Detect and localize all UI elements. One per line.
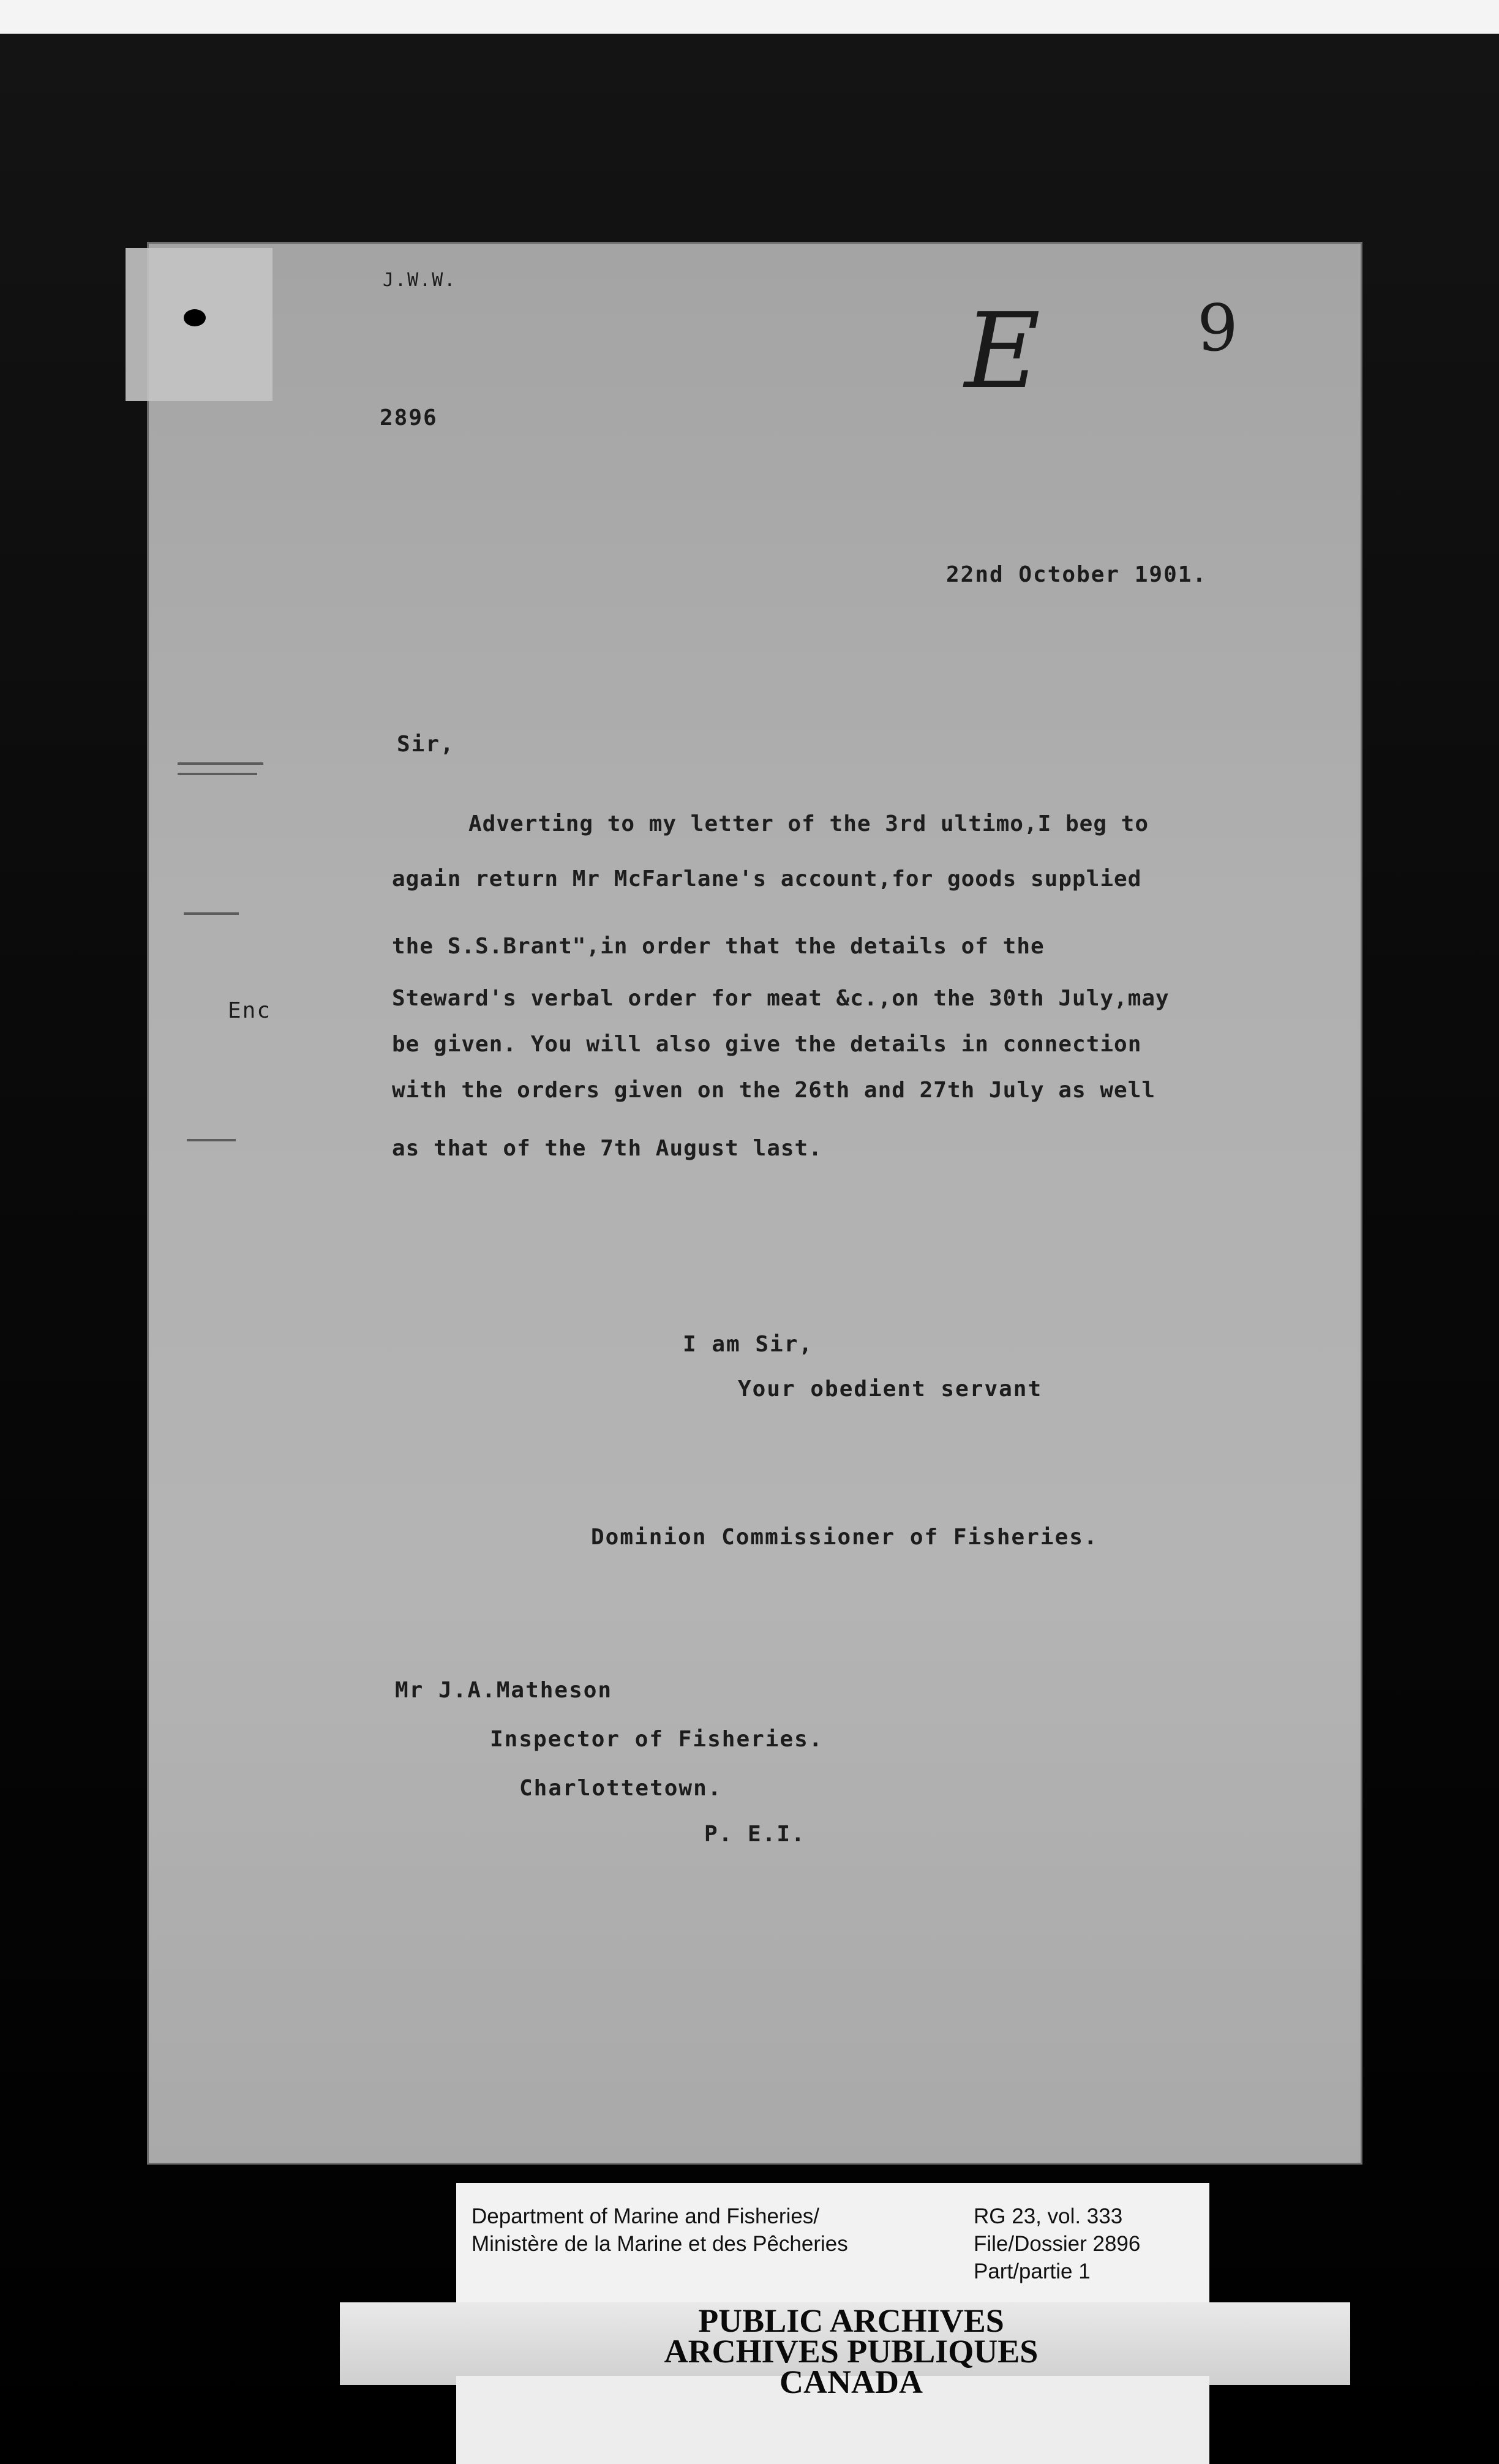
margin-mark [178, 762, 263, 765]
body-line: the S.S.Brant",in order that the details of the [392, 934, 1045, 959]
enclosure-note: Enc [228, 998, 272, 1023]
body-line: Steward's verbal order for meat &c.,on the 30th July,may [392, 986, 1170, 1011]
salutation: Sir, [397, 732, 455, 757]
letter-date: 22nd October 1901. [946, 562, 1208, 587]
part-partie: Part/partie 1 [974, 2259, 1091, 2283]
file-number: 2896 [380, 405, 438, 430]
file-dossier: File/Dossier 2896 [974, 2232, 1141, 2256]
public-archives-stamp [612, 2302, 1090, 2400]
margin-mark [184, 912, 239, 915]
body-line: as that of the 7th August last. [392, 1136, 822, 1161]
stamp-line-3: CANADA [780, 2364, 923, 2400]
archive-label [456, 2183, 1209, 2321]
closing-servant: Your obedient servant [738, 1377, 1043, 1402]
department-french: Ministère de la Marine et des Pêcheries [471, 2232, 848, 2256]
handwritten-file-letter: E [964, 291, 1041, 412]
stamp-line-1: PUBLIC ARCHIVES [698, 2302, 1004, 2339]
film-top-border [0, 0, 1499, 34]
record-group: RG 23, vol. 333 [974, 2204, 1123, 2228]
addressee-province: P. E.I. [704, 1822, 806, 1847]
letter-page [147, 242, 1362, 2165]
stamp-line-2: ARCHIVES PUBLIQUES [664, 2333, 1039, 2370]
closing-phrase: I am Sir, [683, 1332, 814, 1357]
body-line: Adverting to my letter of the 3rd ultimo,I beg to [468, 811, 1149, 836]
body-line: again return Mr McFarlane's account,for goods supplied [392, 866, 1142, 892]
addressee-title: Inspector of Fisheries. [490, 1727, 824, 1752]
addressee-city: Charlottetown. [519, 1776, 723, 1801]
ink-blot-icon [184, 309, 206, 326]
handwritten-page-number: 9 [1197, 291, 1238, 366]
margin-mark [187, 1139, 236, 1141]
addressee-name: Mr J.A.Matheson [395, 1678, 613, 1703]
body-line: be given. You will also give the details in connection [392, 1032, 1142, 1057]
signature-title: Dominion Commissioner of Fisheries. [591, 1525, 1099, 1550]
margin-mark [178, 773, 257, 775]
initials: J.W.W. [383, 269, 457, 291]
body-line: with the orders given on the 26th and 27th July as well [392, 1078, 1156, 1103]
department-english: Department of Marine and Fisheries/ [471, 2204, 820, 2228]
